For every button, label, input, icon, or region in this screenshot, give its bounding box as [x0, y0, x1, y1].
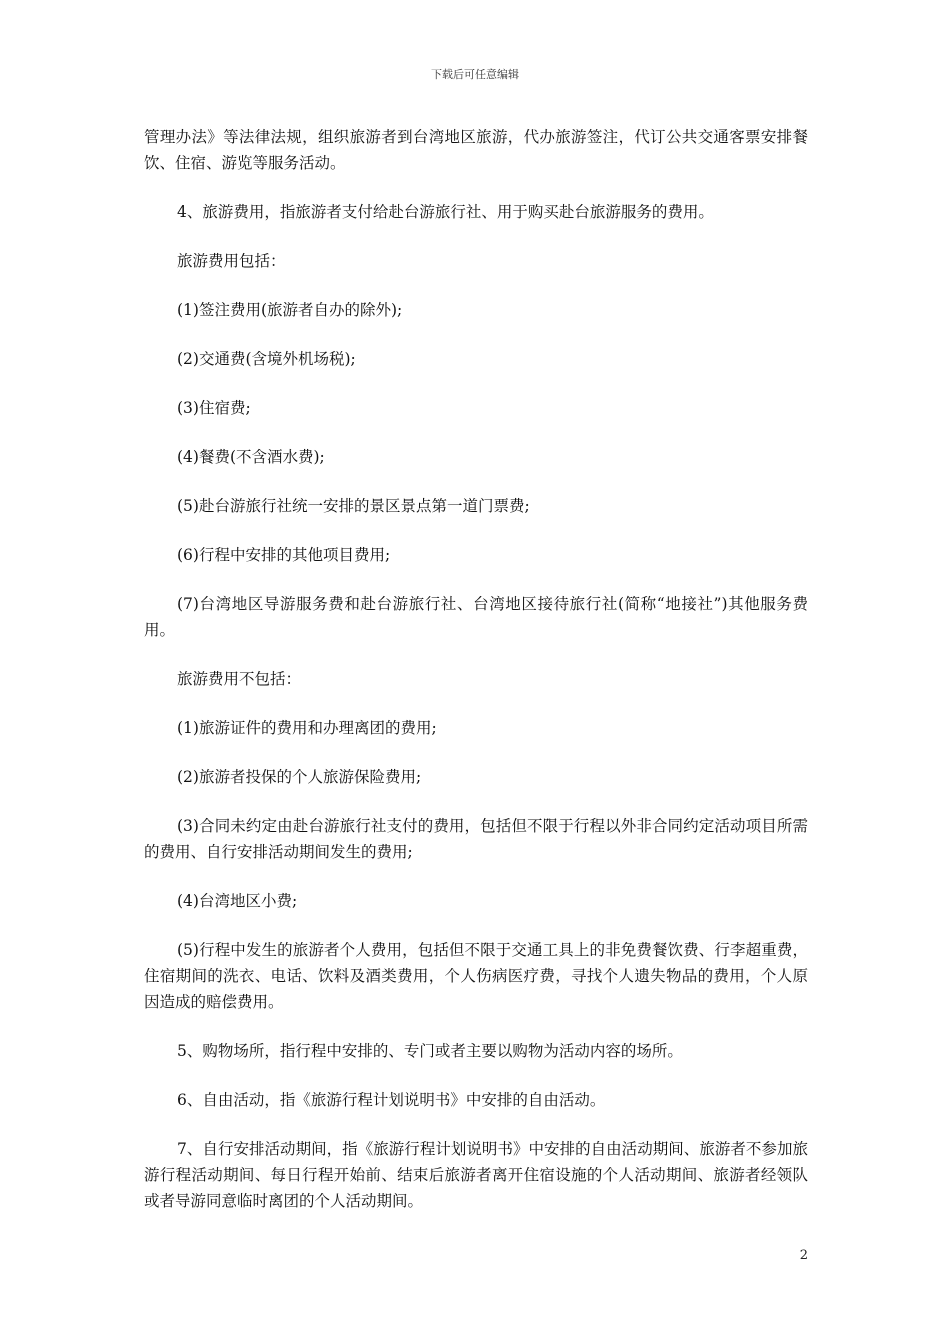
- list-item: (6)行程中安排的其他项目费用;: [177, 546, 391, 564]
- list-item: (5)赴台游旅行社统一安排的景区景点第一道门票费;: [177, 497, 530, 515]
- list-item: (1)签注费用(旅游者自办的除外);: [177, 301, 403, 319]
- list-item: (1)旅游证件的费用和办理离团的费用;: [177, 719, 437, 737]
- list-item: (4)台湾地区小费;: [177, 892, 298, 910]
- paragraph-item-4: 4、旅游费用，指旅游者支付给赴台游旅行社、用于购买赴台旅游服务的费用。: [177, 203, 714, 221]
- list-item: (2)旅游者投保的个人旅游保险费用;: [177, 768, 422, 786]
- list-item: (3)合同未约定由赴台游旅行社支付的费用，包括但不限于行程以外非合同约定活动项目所需的费用、自行安排活动期间发生的费用;: [144, 817, 808, 861]
- paragraph-continuation: 管理办法》等法律法规，组织旅游者到台湾地区旅游，代办旅游签注，代订公共交通客票安排餐饮、住宿、游览等服务活动。: [144, 128, 808, 172]
- list-item: (2)交通费(含境外机场税);: [177, 350, 356, 368]
- list-item: (4)餐费(不含酒水费);: [177, 448, 325, 466]
- document-body: [144, 124, 808, 1237]
- paragraph-item-5: 5、购物场所，指行程中安排的、专门或者主要以购物为活动内容的场所。: [177, 1042, 683, 1060]
- list-item: (5)行程中发生的旅游者个人费用，包括但不限于交通工具上的非免费餐饮费、行李超重费，住宿期间的洗衣、电话、饮料及酒类费用，个人伤病医疗费，寻找个人遗失物品的费用，个人原因造成的赔偿费用。: [144, 941, 808, 1011]
- paragraph-fees-include-heading: 旅游费用包括：: [177, 252, 286, 270]
- page-header: 下载后可任意编辑: [431, 68, 519, 81]
- paragraph-item-6: 6、自由活动，指《旅游行程计划说明书》中安排的自由活动。: [177, 1091, 606, 1109]
- paragraph-fees-exclude-heading: 旅游费用不包括：: [177, 670, 302, 688]
- list-item: (3)住宿费;: [177, 399, 251, 417]
- page-number: 2: [799, 1248, 808, 1263]
- paragraph-item-7: 7、自行安排活动期间，指《旅游行程计划说明书》中安排的自由活动期间、旅游者不参加旅游行程活动期间、每日行程开始前、结束后旅游者离开住宿设施的个人活动期间、旅游者经领队或者导游同意临时离团的个人活动期间。: [144, 1140, 808, 1210]
- list-item: (7)台湾地区导游服务费和赴台游旅行社、台湾地区接待旅行社(简称“地接社”)其他服务费用。: [144, 595, 808, 639]
